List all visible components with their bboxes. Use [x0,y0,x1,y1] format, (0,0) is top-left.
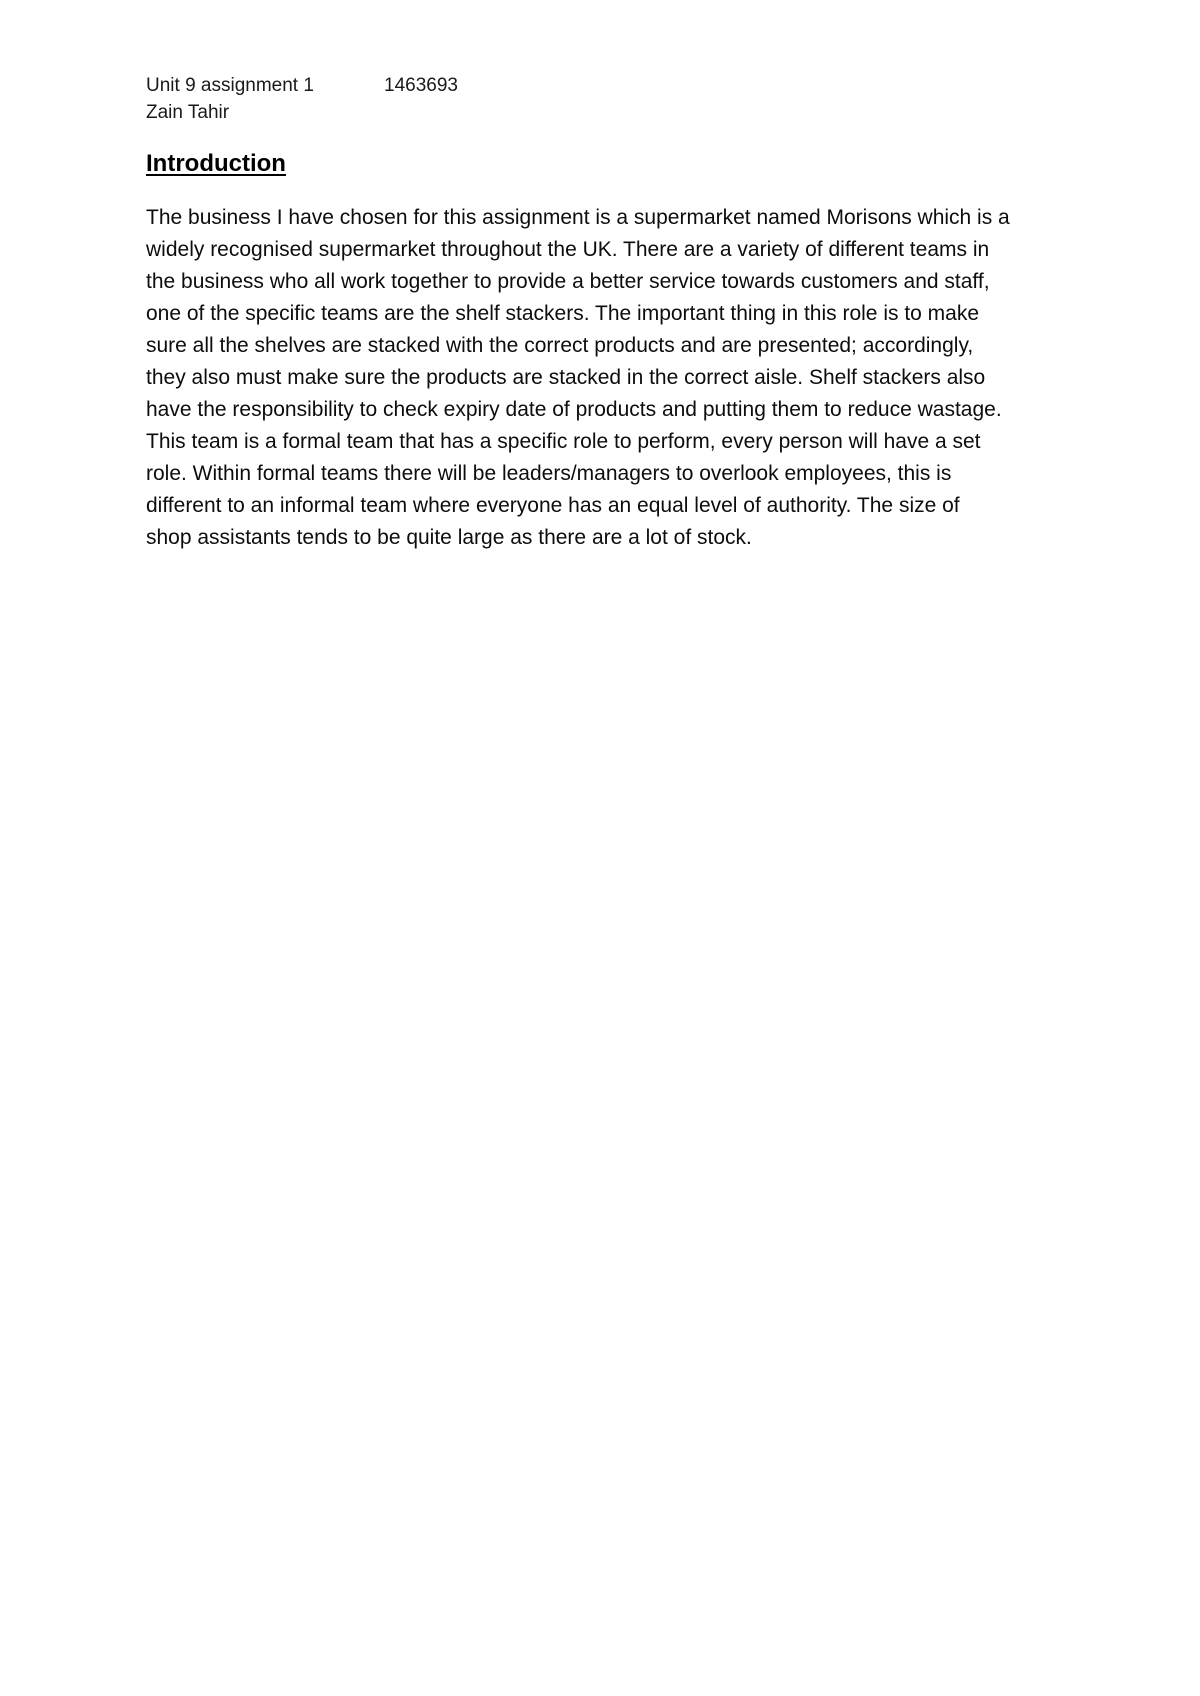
paragraph-line: The business I have chosen for this assignment is a supermarket named Morisons which is a [146,206,1010,229]
paragraph-line: sure all the shelves are stacked with the correct products and are presented; accordingly, [146,334,974,357]
unit-label: Unit 9 assignment 1 [146,75,314,96]
header-row [146,72,458,99]
paragraph-line: the business who all work together to provide a better service towards customers and staff, [146,270,990,293]
body-paragraph [146,202,1076,554]
author-name: Zain Tahir [146,102,230,123]
paragraph-line: one of the specific teams are the shelf stackers. The important thing in this role is to make [146,302,980,325]
paragraph-line: have the responsibility to check expiry date of products and putting them to reduce wastage. [146,398,1002,421]
paragraph-line: different to an informal team where everyone has an equal level of authority. The size of [146,494,960,517]
paragraph-line: role. Within formal teams there will be leaders/managers to overlook employees, this is [146,462,952,485]
paragraph-line: shop assistants tends to be quite large as there are a lot of stock. [146,526,752,549]
student-id: 1463693 [384,75,458,96]
paragraph-line: This team is a formal team that has a specific role to perform, every person will have a set [146,430,981,453]
paragraph-line: widely recognised supermarket throughout the UK. There are a variety of different teams in [146,238,990,261]
paragraph-line: they also must make sure the products are stacked in the correct aisle. Shelf stackers also [146,366,986,389]
section-heading: Introduction [146,150,286,177]
document-header [146,72,458,126]
